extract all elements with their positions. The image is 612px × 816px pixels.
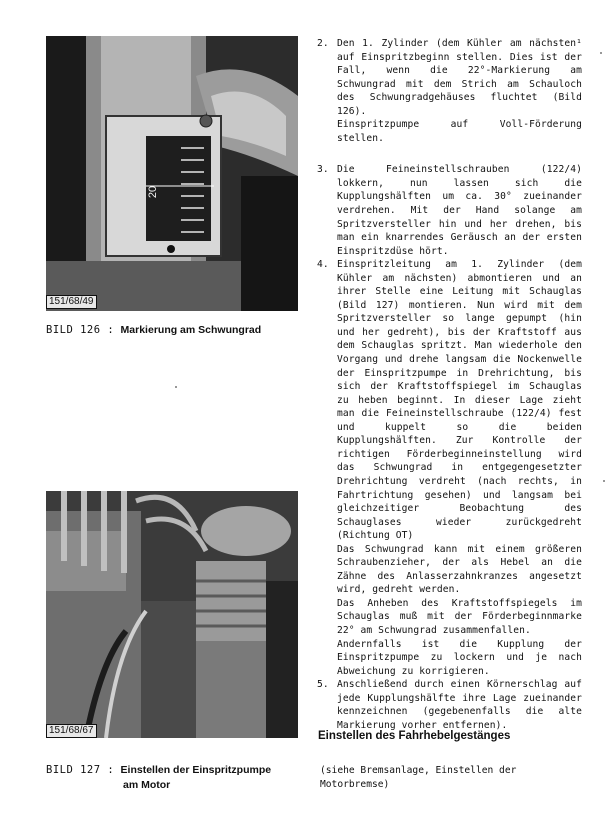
caption-label: BILD 127 : [46,764,115,776]
caption-label: BILD 126 : [46,324,115,336]
step-text: Einspritzpumpe auf Voll-Förderung stellen. [337,119,582,144]
step-number: 3. [317,164,329,176]
photo-injection-pump [46,491,298,738]
scan-speck [603,480,605,482]
step-number: 4. [317,259,329,271]
figure-caption-line2 [123,778,170,793]
flywheel-photo-graphic [46,36,298,311]
figure-caption [46,323,261,338]
scan-speck [175,386,177,388]
photo-code: 151/68/49 [46,295,97,309]
instructions-column [317,37,582,732]
section-note: (siehe Bremsanlage, Einstellen der Motorbremse) [320,765,517,790]
figure-caption [46,763,271,778]
caption-text: Markierung am Schwungrad [120,324,262,336]
photo-flywheel-marking [46,36,298,311]
step-number: 2. [317,38,329,49]
step-text: Den 1. Zylinder (dem Kühler am nächsten¹ auf Einspritzbeginn stellen. Dies ist der Fall, wenn die 22°-Markierung am Schwungrad mit dem Strich am Schauloch des Schwungradgehäuses fluchtet (Bild 126). [337,38,582,117]
scale-number: 20 [147,185,160,199]
step-text: Das Anheben des Kraftstoffspiegels im Schauglas muß mit der Förderbeginnmarke 22° am Schwungrad zusammenfallen. [337,597,582,636]
step-4 [317,258,582,678]
scan-speck [600,52,602,54]
caption-text: am Motor [123,779,171,791]
step-5 [317,678,582,732]
caption-text: Einstellen der Einspritzpumpe [120,764,272,776]
step-3 [317,163,582,258]
step-number: 5. [317,679,329,691]
step-text: Anschließend durch einen Körnerschlag auf jede Kupplungshälfte ihre Lage zueinander kennzeichnen (gegebenenfalls die alte Markierung vorher entfernen). [337,679,582,731]
step-text: Einspritzleitung am 1. Zylinder (dem Kühler am nächsten) abmontieren und an ihrer Stelle eine Leitung mit Schauglas (Bild 127) montieren. Nun wird mit dem Spritzversteller so lange gepumpt (hin und her gedreht), bis der Kraftstoff aus dem Schauglas spritzt. Man wiederhole den Vorgang und drehe langsam die Nockenwelle der Einspritzpumpe in Drehrichtung, bis sich der Kraftstoffspiegel im Schauglas zu heben beginnt. In dieser Lage zieht man die Feineinstellschraube (122/4) fest und kuppelt so die beiden Kupplungshälften. Zur Kontrolle der richtigen Förderbeginneinstellung wird das Schwungrad in entgegengesetzter Drehrichtung verdreht (nach rechts, in Fahrtrichtung gesehen) und langsam bei gleichzeitiger Beobachtung des Schauglases wieder zurückgedreht (Richtung OT) [337,259,582,542]
step-text: Andernfalls ist die Kupplung der Einspritzpumpe zu lockern und je nach Abweichung zu korrigieren. [337,638,582,677]
step-text: Das Schwungrad kann mit einem größeren Schraubenzieher, der als Hebel an die Zähne des Anlasserzahnkranzes angesetzt wird, gedreht werden. [337,543,582,596]
step-2 [317,37,582,145]
photo-code: 151/68/67 [46,724,97,738]
section-heading: Einstellen des Fahrhebelgestänges [318,730,511,742]
step-text: Die Feineinstellschrauben (122/4) lokkern, nun lassen sich die Kupplungshälften um ca. 30° zueinander verdrehen. Mit der Hand solange am Spritzversteller hin und her drehen, bis man ein knarrendes Geräusch an der ersten Einspritzdüse hört. [337,164,582,257]
engine-photo-graphic [46,491,298,738]
